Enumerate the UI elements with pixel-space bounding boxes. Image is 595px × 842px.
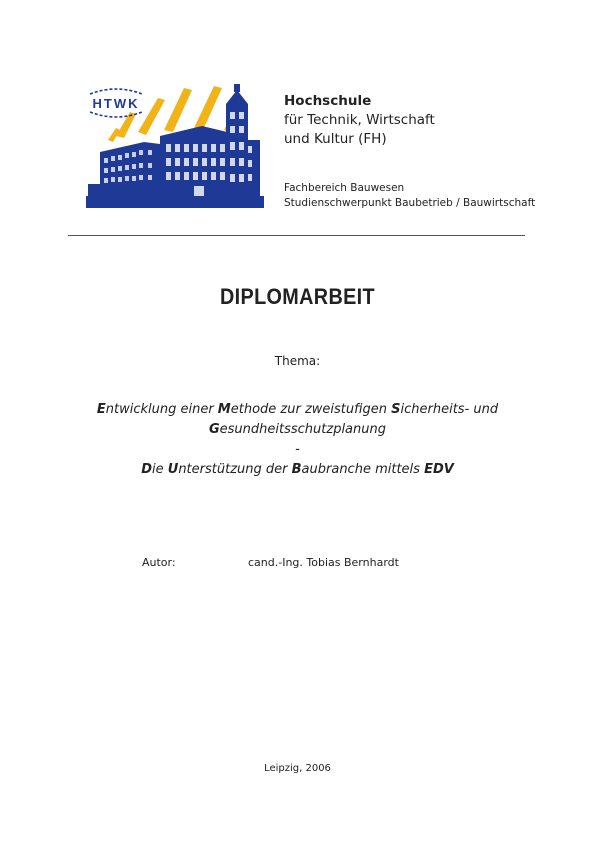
- topic-run: nterstützung der: [178, 462, 292, 477]
- topic-run: ntwicklung einer: [105, 402, 218, 417]
- topic-label: Thema:: [274, 354, 321, 368]
- topic-run: E: [96, 402, 106, 417]
- department: Fachbereich Bauwesen: [284, 182, 405, 194]
- place-date: Leipzig, 2006: [264, 763, 331, 774]
- institution-name: Hochschule: [284, 93, 372, 109]
- topic-line-1: [0, 400, 595, 420]
- topic-run: D: [141, 462, 152, 477]
- topic-run: ethode zur zweistufigen: [230, 402, 392, 417]
- topic-run: aubranche mittels: [301, 462, 425, 477]
- author-label: Autor:: [142, 556, 176, 569]
- topic-run: esundheitsschutzplanung: [219, 422, 386, 437]
- institution-block: [284, 91, 435, 149]
- topic-separator: -: [295, 442, 300, 457]
- topic-run: EDV: [424, 462, 454, 477]
- topic-run: G: [208, 422, 220, 437]
- htwk-emblem: [90, 89, 142, 117]
- topic-run: M: [217, 402, 231, 417]
- svg-text:HTWK: HTWK: [92, 96, 140, 111]
- topic-run: U: [167, 462, 179, 477]
- department-block: [284, 181, 535, 210]
- institution-line-2: für Technik, Wirtschaft: [284, 112, 435, 128]
- document-title: DIPLOMARBEIT: [219, 284, 376, 309]
- topic-run: ie: [152, 462, 168, 477]
- topic-run: icherheits- und: [400, 402, 499, 417]
- htwk-logo: [86, 80, 264, 208]
- topic-line-3: [0, 460, 595, 480]
- topic-run: B: [291, 462, 302, 477]
- topic-block: [0, 400, 595, 480]
- author-name: cand.-Ing. Tobias Bernhardt: [248, 556, 399, 569]
- htwk-building-image: [86, 80, 264, 208]
- specialization: Studienschwerpunkt Baubetrieb / Bauwirtschaft: [284, 196, 536, 209]
- header-divider: [68, 235, 525, 236]
- topic-line-2: [0, 420, 595, 440]
- institution-line-3: und Kultur (FH): [284, 131, 387, 147]
- topic-run: S: [391, 402, 401, 417]
